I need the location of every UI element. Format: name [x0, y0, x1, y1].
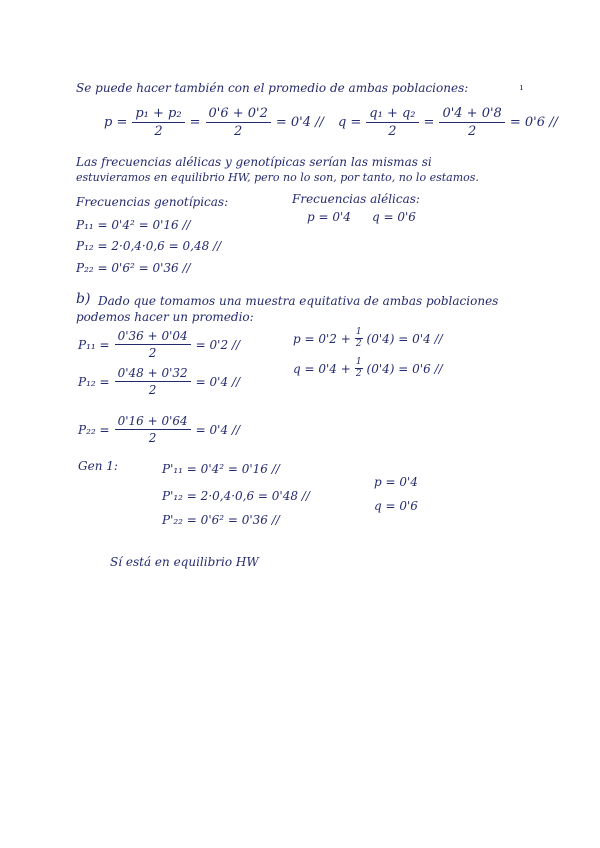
- b-p-calc-start: p = 0'2 +: [293, 331, 351, 346]
- b-p22-denominator: 2: [148, 431, 157, 445]
- b-q-calc-end: (0'4) = 0'6 //: [366, 361, 443, 376]
- means-formula-row: [104, 107, 558, 138]
- part-b-line-2: podemos hacer un promedio:: [76, 310, 254, 324]
- b-p11-numerator: 0'36 + 0'04: [115, 330, 191, 345]
- p-label: p =: [104, 115, 128, 130]
- q-values-numerator: 0'4 + 0'8: [439, 107, 504, 123]
- gen1-q: q = 0'6: [374, 499, 418, 513]
- p-values-numerator: 0'6 + 0'2: [206, 107, 271, 123]
- b-p-calc-row: [293, 328, 443, 349]
- conclusion-line: Sí está en equilibrio HW: [110, 555, 259, 569]
- b-p11-label: P₁₁ =: [78, 337, 110, 352]
- q-fraction: [366, 107, 418, 138]
- gen1-p11: P'₁₁ = 0'4² = 0'16 //: [162, 462, 280, 476]
- b-q-calc-half-num: 1: [355, 357, 362, 367]
- gen1-p22: P'₂₂ = 0'6² = 0'36 //: [162, 513, 280, 527]
- genotype-p12: P₁₂ = 2·0,4·0,6 = 0,48 //: [76, 239, 222, 253]
- hw-paragraph-line-2: estuvieramos en equilibrio HW, pero no lo son, por tanto, no lo estamos.: [76, 171, 479, 184]
- q-denominator: 2: [388, 124, 397, 139]
- b-p11-result: = 0'2 //: [195, 337, 241, 352]
- b-p12-fraction: [115, 367, 191, 396]
- b-p11-row: [78, 330, 240, 359]
- b-p11-fraction: [115, 330, 191, 359]
- genotype-p11: P₁₁ = 0'4² = 0'16 //: [76, 218, 191, 232]
- part-b-letter: b): [76, 291, 91, 307]
- b-p22-fraction: [115, 415, 191, 444]
- allele-q: q = 0'6: [372, 210, 416, 224]
- b-p-calc-half-den: 2: [355, 339, 362, 349]
- b-p-calc-half-num: 1: [355, 327, 362, 337]
- b-p22-row: [78, 415, 240, 444]
- b-p-calc-half: [355, 328, 363, 349]
- q-equals: =: [423, 115, 435, 130]
- b-p12-label: P₁₂ =: [78, 374, 110, 389]
- b-p22-numerator: 0'16 + 0'64: [115, 415, 191, 430]
- p-numerator: p₁ + p₂: [132, 107, 184, 123]
- gen1-label: Gen 1:: [78, 459, 118, 473]
- gen1-p12: P'₁₂ = 2·0,4·0,6 = 0'48 //: [162, 489, 310, 503]
- q-result: = 0'6 //: [509, 115, 558, 130]
- b-q-calc-start: q = 0'4 +: [293, 361, 351, 376]
- p-denominator: 2: [154, 124, 163, 139]
- b-p22-label: P₂₂ =: [78, 422, 110, 437]
- b-p12-result: = 0'4 //: [195, 374, 241, 389]
- gen1-p: p = 0'4: [374, 475, 418, 489]
- part-b-line-1: Dado que tomamos una muestra equitativa de ambas poblaciones: [98, 294, 499, 308]
- allele-p: p = 0'4: [307, 210, 351, 224]
- intro-line: Se puede hacer también con el promedio de ambas poblaciones:: [76, 81, 469, 95]
- q-values-denominator: 2: [467, 124, 477, 139]
- hw-paragraph-line-1: Las frecuencias alélicas y genotípicas serían las mismas si: [76, 155, 432, 169]
- q-values-fraction: [439, 107, 504, 138]
- b-q-calc-half-den: 2: [355, 369, 362, 379]
- b-p11-denominator: 2: [148, 346, 157, 360]
- p-values-denominator: 2: [234, 124, 243, 139]
- b-p-calc-end: (0'4) = 0'4 //: [366, 331, 443, 346]
- b-p12-row: [78, 367, 240, 396]
- genotype-p22: P₂₂ = 0'6² = 0'36 //: [76, 261, 191, 275]
- q-label: q =: [337, 115, 362, 130]
- b-p12-denominator: 2: [148, 383, 157, 397]
- b-q-calc-row: [293, 358, 443, 379]
- p-equals: =: [189, 115, 201, 130]
- allele-freqs-title: Frecuencias alélicas:: [292, 192, 420, 206]
- genotype-freqs-title: Frecuencias genotípicas:: [76, 195, 229, 209]
- b-p22-result: = 0'4 //: [195, 422, 241, 437]
- b-p12-numerator: 0'48 + 0'32: [115, 367, 191, 382]
- p-result: = 0'4 //: [275, 115, 324, 130]
- q-numerator: q₁ + q₂: [366, 107, 418, 123]
- b-q-calc-half: [355, 358, 363, 379]
- p-fraction: [132, 107, 184, 138]
- p-values-fraction: [206, 107, 271, 138]
- margin-tick-mark: ı: [520, 83, 523, 93]
